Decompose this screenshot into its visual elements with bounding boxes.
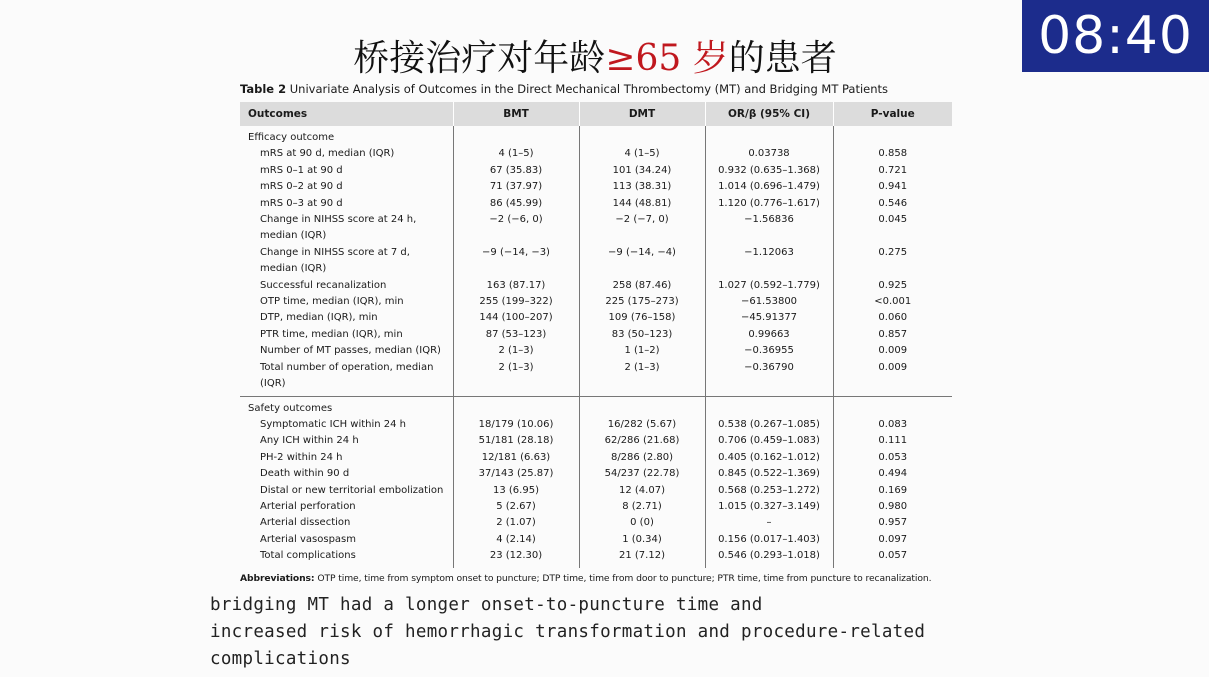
dmt-cell: 8 (2.71)	[579, 499, 705, 515]
dmt-cell: 1 (0.34)	[579, 532, 705, 548]
or-ci-cell: 1.027 (0.592–1.779)	[705, 278, 833, 294]
p-value-cell: 0.494	[878, 468, 908, 480]
bmt-cell: 12/181 (6.63)	[453, 450, 579, 466]
p-value-cell: 0.980	[878, 500, 908, 512]
or-ci-cell: 0.568 (0.253–1.272)	[705, 483, 833, 499]
dmt-cell: 16/282 (5.67)	[579, 417, 705, 433]
outcome-cell: DTP, median (IQR), min	[240, 310, 453, 326]
slide-title-highlight: ≥65 岁	[605, 38, 729, 79]
dmt-cell: 12 (4.07)	[579, 483, 705, 499]
p-value-cell: 0.858	[878, 148, 908, 160]
or-ci-cell: −1.12063	[705, 245, 833, 278]
p-value-cell: 0.083	[878, 418, 908, 430]
dmt-cell: 109 (76–158)	[579, 310, 705, 326]
p-value-cell: 0.721	[878, 164, 908, 176]
bmt-cell: 18/179 (10.06)	[453, 417, 579, 433]
table-row	[240, 146, 952, 162]
dmt-cell: 83 (50–123)	[579, 327, 705, 343]
outcome-cell: Death within 90 d	[240, 466, 453, 482]
outcome-cell: Successful recanalization	[240, 278, 453, 294]
or-ci-cell: −61.53800	[705, 294, 833, 310]
dmt-cell: 258 (87.46)	[579, 278, 705, 294]
outcome-cell: Number of MT passes, median (IQR)	[240, 343, 453, 359]
note-line: bridging MT had a longer onset-to-puncture time and	[210, 595, 763, 615]
section-row-safety	[240, 397, 952, 417]
dmt-cell: −2 (−7, 0)	[579, 212, 705, 245]
outcome-cell: Any ICH within 24 h	[240, 433, 453, 449]
table-row	[240, 417, 952, 433]
or-ci-cell: 0.546 (0.293–1.018)	[705, 548, 833, 567]
outcomes-table-figure	[240, 82, 952, 584]
table-caption-label: Table 2	[240, 82, 287, 96]
section-row-efficacy	[240, 126, 952, 146]
outcome-cell: Total number of operation, median (IQR)	[240, 360, 453, 396]
section-label: Efficacy outcome	[240, 126, 453, 146]
outcome-cell: Total complications	[240, 548, 453, 567]
bmt-cell: 37/143 (25.87)	[453, 466, 579, 482]
dmt-cell: 0 (0)	[579, 515, 705, 531]
outcome-cell: Arterial vasospasm	[240, 532, 453, 548]
outcomes-table	[240, 102, 952, 568]
outcome-cell: PH-2 within 24 h	[240, 450, 453, 466]
p-value-cell: 0.925	[878, 279, 908, 291]
table-row	[240, 294, 952, 310]
or-ci-cell: 0.932 (0.635–1.368)	[705, 163, 833, 179]
p-value-cell: 0.009	[878, 361, 908, 373]
header-bmt: BMT	[453, 102, 579, 126]
header-or-beta: OR/β (95% CI)	[705, 102, 833, 126]
p-value-cell: 0.009	[878, 345, 908, 357]
or-ci-cell: 0.156 (0.017–1.403)	[705, 532, 833, 548]
slide-title-post: 的患者	[728, 38, 837, 79]
bmt-cell: 13 (6.95)	[453, 483, 579, 499]
bmt-cell: −2 (−6, 0)	[453, 212, 579, 245]
table-row	[240, 179, 952, 195]
table-header-row	[240, 102, 952, 126]
outcome-cell: PTR time, median (IQR), min	[240, 327, 453, 343]
note-line: increased risk of hemorrhagic transformation and procedure-related	[210, 622, 926, 642]
bmt-cell: 4 (2.14)	[453, 532, 579, 548]
bmt-cell: 144 (100–207)	[453, 310, 579, 326]
timer-display: 08:40	[1022, 0, 1209, 72]
or-ci-cell: −0.36790	[705, 360, 833, 396]
bmt-cell: 2 (1.07)	[453, 515, 579, 531]
outcome-cell: OTP time, median (IQR), min	[240, 294, 453, 310]
p-value-cell: 0.045	[878, 214, 908, 226]
or-ci-cell: 1.015 (0.327–3.149)	[705, 499, 833, 515]
table-row	[240, 548, 952, 567]
outcome-cell: Distal or new territorial embolization	[240, 483, 453, 499]
table-row	[240, 196, 952, 212]
dmt-cell: 1 (1–2)	[579, 343, 705, 359]
note-line: complications	[210, 649, 351, 669]
abbreviations-text: OTP time, time from symptom onset to puncture; DTP time, time from door to puncture; PTR time, time from puncture to recanalization.	[317, 572, 932, 584]
table-body	[240, 126, 952, 568]
table-row	[240, 278, 952, 294]
p-value-cell: <0.001	[874, 296, 912, 308]
outcome-cell: Arterial perforation	[240, 499, 453, 515]
bmt-cell: 4 (1–5)	[453, 146, 579, 162]
dmt-cell: 144 (48.81)	[579, 196, 705, 212]
p-value-cell: 0.275	[878, 246, 908, 258]
table-row	[240, 515, 952, 531]
table-row	[240, 212, 952, 245]
dmt-cell: 113 (38.31)	[579, 179, 705, 195]
speaker-notes	[210, 592, 1190, 673]
or-ci-cell: 0.538 (0.267–1.085)	[705, 417, 833, 433]
section-label: Safety outcomes	[240, 397, 453, 417]
outcome-cell: mRS 0–2 at 90 d	[240, 179, 453, 195]
outcome-cell: mRS 0–3 at 90 d	[240, 196, 453, 212]
bmt-cell: 5 (2.67)	[453, 499, 579, 515]
table-row	[240, 360, 952, 396]
bmt-cell: 87 (53–123)	[453, 327, 579, 343]
p-value-cell: 0.941	[878, 181, 908, 193]
table-row	[240, 163, 952, 179]
p-value-cell: 0.857	[878, 328, 908, 340]
outcome-cell: mRS at 90 d, median (IQR)	[240, 146, 453, 162]
bmt-cell: 163 (87.17)	[453, 278, 579, 294]
or-ci-cell: −0.36955	[705, 343, 833, 359]
table-row	[240, 343, 952, 359]
or-ci-cell: 0.03738	[705, 146, 833, 162]
dmt-cell: 21 (7.12)	[579, 548, 705, 567]
bmt-cell: 2 (1–3)	[453, 360, 579, 396]
or-ci-cell: 1.120 (0.776–1.617)	[705, 196, 833, 212]
or-ci-cell: 0.706 (0.459–1.083)	[705, 433, 833, 449]
or-ci-cell: 0.405 (0.162–1.012)	[705, 450, 833, 466]
p-value-cell: 0.169	[878, 484, 908, 496]
or-ci-cell: 1.014 (0.696–1.479)	[705, 179, 833, 195]
table-row	[240, 483, 952, 499]
or-ci-cell: 0.845 (0.522–1.369)	[705, 466, 833, 482]
dmt-cell: 101 (34.24)	[579, 163, 705, 179]
p-value-cell: 0.957	[878, 517, 908, 529]
header-p-value: P-value	[833, 102, 952, 126]
outcome-cell: mRS 0–1 at 90 d	[240, 163, 453, 179]
table-caption	[240, 82, 952, 97]
slide-title-pre: 桥接治疗对年龄	[353, 38, 606, 79]
bmt-cell: 2 (1–3)	[453, 343, 579, 359]
bmt-cell: 86 (45.99)	[453, 196, 579, 212]
or-ci-cell: −1.56836	[705, 212, 833, 245]
p-value-cell: 0.057	[878, 550, 908, 562]
bmt-cell: 255 (199–322)	[453, 294, 579, 310]
header-dmt: DMT	[579, 102, 705, 126]
p-value-cell: 0.053	[878, 451, 908, 463]
outcome-cell: Arterial dissection	[240, 515, 453, 531]
dmt-cell: 2 (1–3)	[579, 360, 705, 396]
outcome-cell: Change in NIHSS score at 7 d, median (IQR)	[240, 245, 453, 278]
dmt-cell: 62/286 (21.68)	[579, 433, 705, 449]
bmt-cell: 23 (12.30)	[453, 548, 579, 567]
or-ci-cell: −45.91377	[705, 310, 833, 326]
p-value-cell: 0.097	[878, 533, 908, 545]
abbreviations-label: Abbreviations:	[240, 572, 315, 584]
table-row	[240, 532, 952, 548]
header-outcomes: Outcomes	[240, 102, 453, 126]
dmt-cell: −9 (−14, −4)	[579, 245, 705, 278]
bmt-cell: 51/181 (28.18)	[453, 433, 579, 449]
table-row	[240, 433, 952, 449]
dmt-cell: 225 (175–273)	[579, 294, 705, 310]
outcome-cell: Change in NIHSS score at 24 h, median (IQR)	[240, 212, 453, 245]
outcome-cell: Symptomatic ICH within 24 h	[240, 417, 453, 433]
table-caption-text: Univariate Analysis of Outcomes in the Direct Mechanical Thrombectomy (MT) and Bridging MT Patients	[289, 82, 889, 96]
or-ci-cell: –	[705, 515, 833, 531]
dmt-cell: 8/286 (2.80)	[579, 450, 705, 466]
or-ci-cell: 0.99663	[705, 327, 833, 343]
table-row	[240, 245, 952, 278]
abbreviations-note	[240, 573, 952, 584]
table-row	[240, 499, 952, 515]
table-row	[240, 450, 952, 466]
table-row	[240, 466, 952, 482]
dmt-cell: 4 (1–5)	[579, 146, 705, 162]
bmt-cell: 67 (35.83)	[453, 163, 579, 179]
p-value-cell: 0.060	[878, 312, 908, 324]
p-value-cell: 0.111	[878, 435, 908, 447]
bmt-cell: 71 (37.97)	[453, 179, 579, 195]
table-row	[240, 327, 952, 343]
p-value-cell: 0.546	[878, 197, 908, 209]
slide-title	[0, 30, 1190, 81]
bmt-cell: −9 (−14, −3)	[453, 245, 579, 278]
dmt-cell: 54/237 (22.78)	[579, 466, 705, 482]
table-row	[240, 310, 952, 326]
